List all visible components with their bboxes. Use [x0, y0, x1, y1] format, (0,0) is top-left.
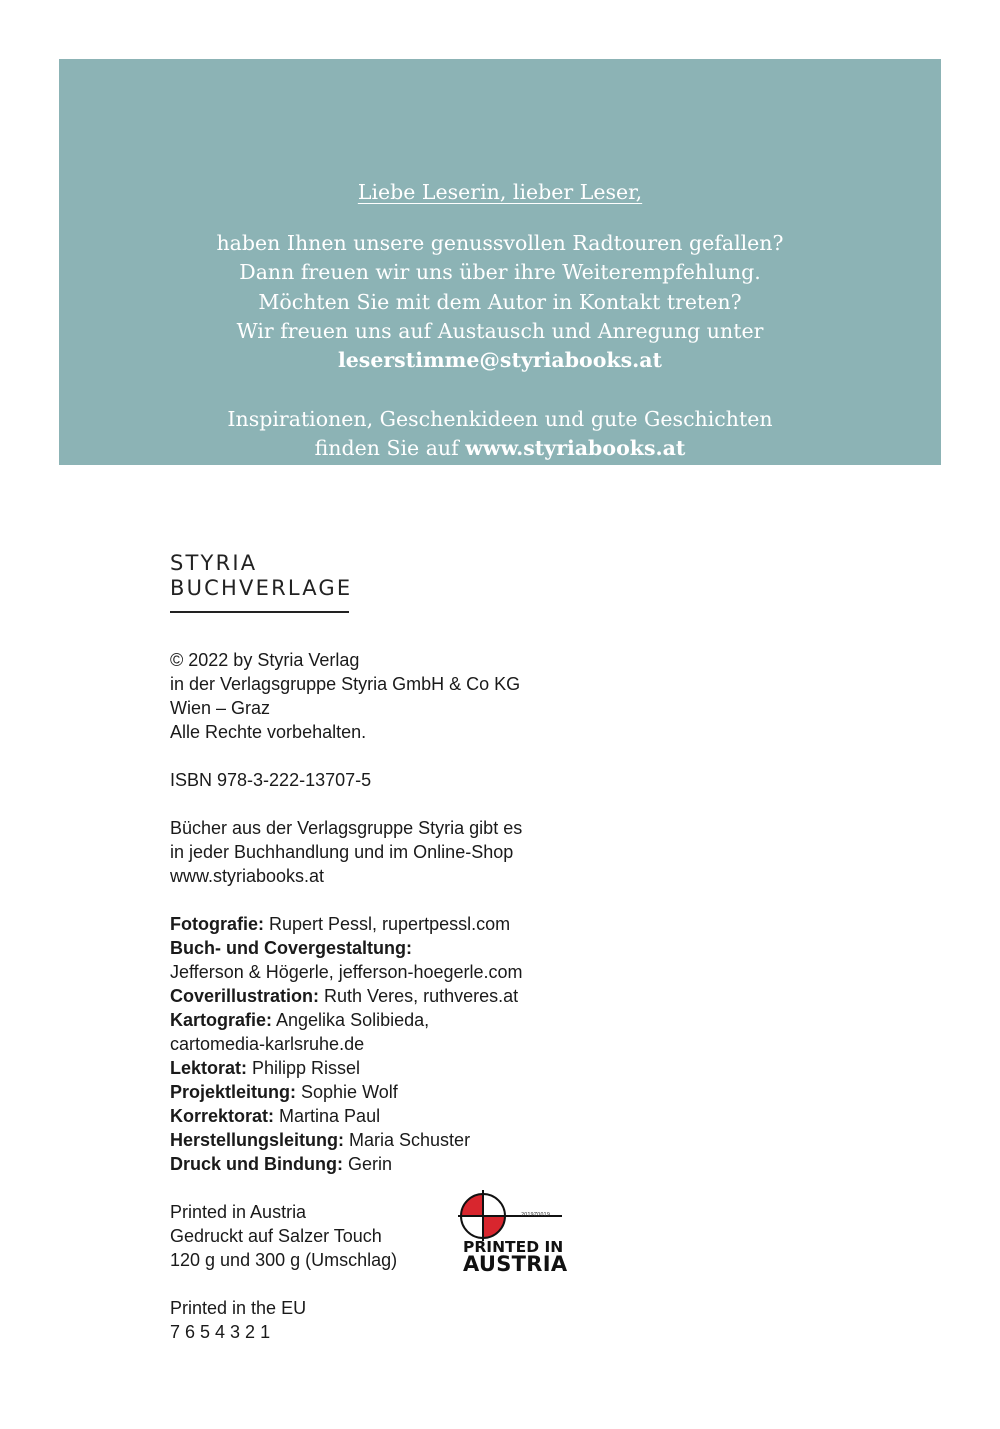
credit-label: Herstellungsleitung: — [170, 1130, 345, 1150]
inspiration-line: Inspirationen, Geschenkideen und gute Geschichten — [227, 407, 773, 431]
copyright-line: © 2022 by Styria Verlag — [170, 650, 360, 670]
printing-line: Printed in Austria — [170, 1202, 307, 1222]
message-line: Dann freuen wir uns über ihre Weiterempfehlung. — [239, 260, 761, 285]
logo-line-2: BUCHVERLAGE — [170, 576, 353, 600]
credit-gestaltung-value: Jefferson & Högerle, jefferson-hoegerle.com — [170, 962, 523, 982]
credit-korrektorat — [170, 1104, 523, 1128]
credit-label: Kartografie: — [170, 1010, 273, 1030]
credit-fotografie — [170, 912, 523, 936]
credit-value: Philipp Rissel — [247, 1058, 361, 1078]
credit-label: Coverillustration: — [170, 986, 320, 1006]
credit-value: Rupert Pessl, rupertpessl.com — [264, 914, 511, 934]
badge-code: 2019Z0019 — [521, 1212, 550, 1218]
credit-kartografie — [170, 1008, 523, 1032]
printing-line: 120 g und 300 g (Umschlag) — [170, 1250, 398, 1270]
reader-message — [59, 229, 941, 375]
website-link[interactable]: www.styriabooks.at — [465, 436, 686, 461]
message-line: Wir freuen uns auf Austausch und Anregung unter — [236, 318, 764, 343]
logo-line-1: STYRIA — [170, 551, 258, 575]
credit-label: Fotografie: — [170, 914, 264, 934]
print-run: 7 6 5 4 3 2 1 — [170, 1322, 271, 1342]
shop-line: Bücher aus der Verlagsgruppe Styria gibt es — [170, 818, 523, 838]
copyright-line: Alle Rechte vorbehalten. — [170, 722, 367, 742]
reader-greeting: Liebe Leserin, lieber Leser, — [357, 180, 643, 204]
credit-lektorat — [170, 1056, 523, 1080]
credit-herstellungsleitung — [170, 1128, 523, 1152]
credit-kartografie-value: cartomedia-karlsruhe.de — [170, 1034, 365, 1054]
reader-notice-box — [59, 59, 941, 465]
shop-website-link[interactable]: www.styriabooks.at — [170, 866, 325, 886]
credit-coverillustration — [170, 984, 523, 1008]
find-line — [59, 434, 941, 463]
copyright-line: in der Verlagsgruppe Styria GmbH & Co KG — [170, 674, 521, 694]
credit-value: Maria Schuster — [344, 1130, 471, 1150]
credit-gestaltung-label — [170, 936, 523, 960]
contact-email-link[interactable]: leserstimme@styriabooks.at — [337, 348, 663, 373]
badge-printed-in: PRINTED IN — [463, 1238, 564, 1256]
credit-value: Ruth Veres, ruthveres.at — [319, 986, 519, 1006]
publisher-logo — [170, 551, 353, 601]
credit-value: Martina Paul — [274, 1106, 381, 1126]
credit-value: Gerin — [342, 1154, 393, 1174]
inspiration-message — [59, 405, 941, 464]
message-line: Möchten Sie mit dem Autor in Kontakt treten? — [258, 289, 742, 314]
credit-label: Buch- und Covergestaltung: — [170, 938, 412, 958]
printed-eu: Printed in the EU — [170, 1298, 307, 1318]
find-text: finden Sie auf — [314, 436, 466, 461]
badge-austria: AUSTRIA — [463, 1252, 568, 1276]
credit-value: Angelika Solibieda, — [272, 1010, 430, 1030]
credit-value: Sophie Wolf — [296, 1082, 398, 1102]
logo-underline — [170, 611, 349, 613]
credit-label: Lektorat: — [170, 1058, 248, 1078]
credit-projektleitung — [170, 1080, 523, 1104]
shop-line: in jeder Buchhandlung und im Online-Shop — [170, 842, 514, 862]
credit-label: Projektleitung: — [170, 1082, 297, 1102]
printing-line: Gedruckt auf Salzer Touch — [170, 1226, 382, 1246]
copyright-line: Wien – Graz — [170, 698, 271, 718]
credit-label: Druck und Bindung: — [170, 1154, 343, 1174]
message-line: haben Ihnen unsere genussvollen Radtouren gefallen? — [216, 231, 784, 255]
credit-label: Korrektorat: — [170, 1106, 275, 1126]
isbn: ISBN 978-3-222-13707-5 — [170, 770, 372, 790]
credit-druck — [170, 1152, 523, 1176]
